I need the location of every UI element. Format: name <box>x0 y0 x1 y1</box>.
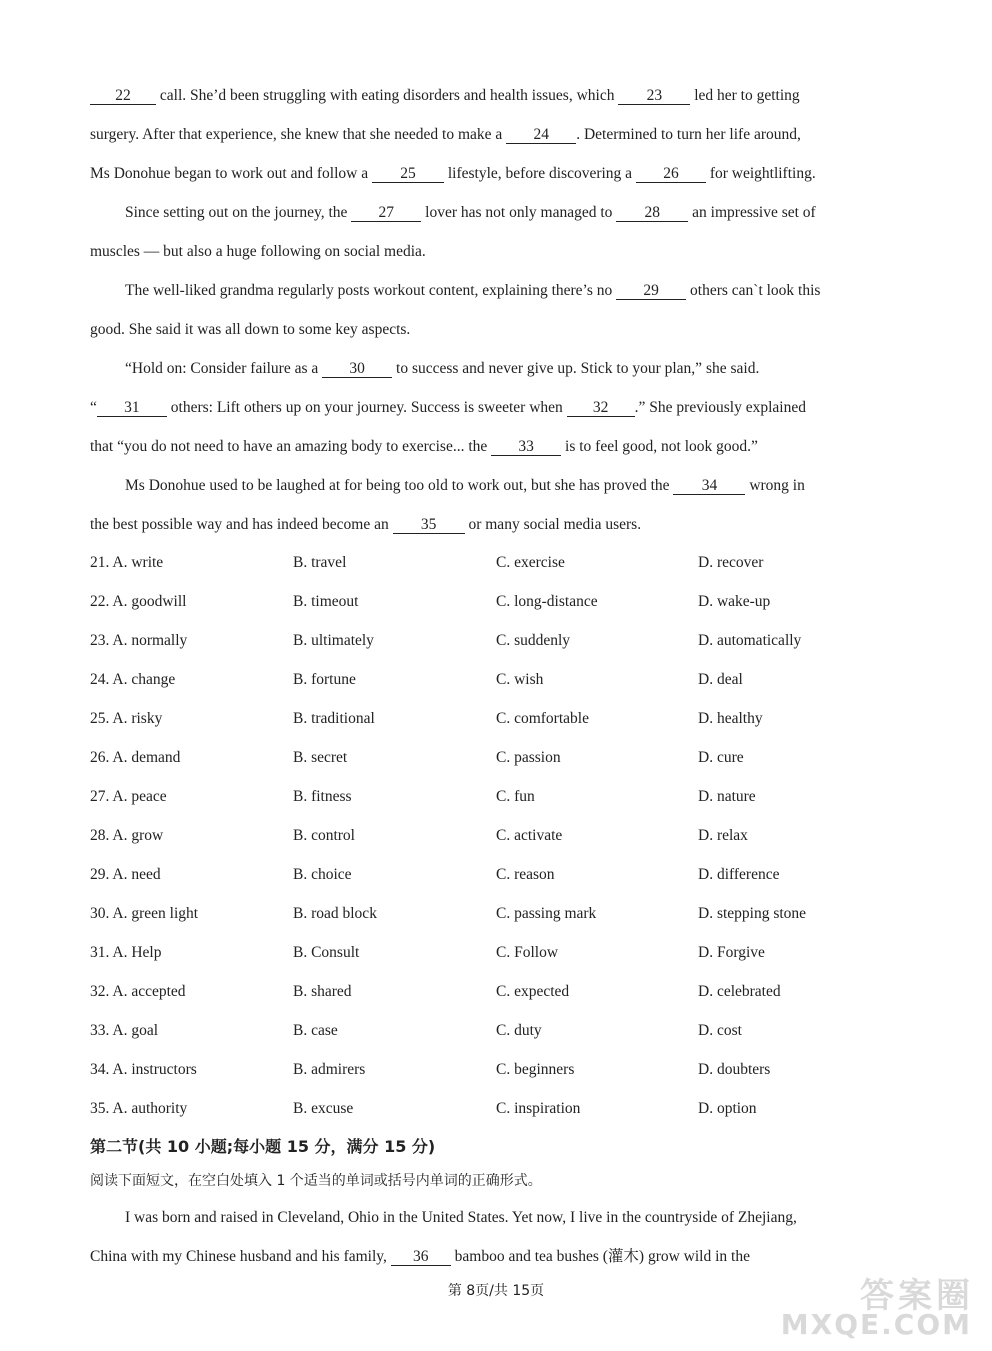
option-d: D. celebrated <box>698 983 781 1000</box>
text: others: Lift others up on your journey. Success is sweeter when <box>166 399 567 416</box>
option-d: D. Forgive <box>698 944 765 961</box>
text: “Hold on: Consider failure as a <box>125 360 323 377</box>
blank-25: 25 <box>372 165 444 183</box>
option-d: D. difference <box>698 866 780 883</box>
text: muscles — but also a huge following on social media. <box>90 243 426 260</box>
option-c: C. wish <box>496 671 544 688</box>
passage-line <box>90 86 800 106</box>
option-c: C. activate <box>496 827 563 844</box>
option-row <box>90 866 910 886</box>
option-b: B. fortune <box>293 671 356 688</box>
option-row <box>90 749 910 769</box>
option-a: 22. A. goodwill <box>90 593 187 610</box>
option-c: C. suddenly <box>496 632 571 649</box>
text: good. She said it was all down to some key aspects. <box>90 321 411 338</box>
text: lifestyle, before discovering a <box>443 165 636 182</box>
option-c: C. reason <box>496 866 555 883</box>
blank-30: 30 <box>322 360 392 378</box>
passage-line <box>90 125 801 145</box>
option-a: 24. A. change <box>90 671 176 688</box>
passage-line <box>90 320 410 340</box>
option-a: 23. A. normally <box>90 632 188 649</box>
option-d: D. relax <box>698 827 748 844</box>
option-d: D. cost <box>698 1022 742 1039</box>
option-a: 29. A. need <box>90 866 161 883</box>
option-c: C. expected <box>496 983 570 1000</box>
option-c: C. exercise <box>496 554 565 571</box>
option-c: C. passing mark <box>496 905 597 922</box>
passage-line <box>125 203 816 223</box>
option-a: 27. A. peace <box>90 788 167 805</box>
blank-26: 26 <box>636 165 706 183</box>
option-row <box>90 1061 910 1081</box>
text: . Determined to turn her life around, <box>576 126 801 143</box>
option-row <box>90 632 910 652</box>
text: others can`t look this <box>686 282 821 299</box>
passage-line <box>90 1247 750 1267</box>
blank-27: 27 <box>351 204 421 222</box>
text: the best possible way and has indeed become an <box>90 516 393 533</box>
option-c: C. long-distance <box>496 593 598 610</box>
option-c: C. Follow <box>496 944 559 961</box>
option-b: B. timeout <box>293 593 359 610</box>
option-row <box>90 983 910 1003</box>
option-d: D. doubters <box>698 1061 771 1078</box>
option-c: C. beginners <box>496 1061 575 1078</box>
option-d: D. wake-up <box>698 593 771 610</box>
page-footer: 第 8页/共 15页 <box>447 1283 545 1299</box>
option-a: 35. A. authority <box>90 1100 188 1117</box>
blank-24: 24 <box>506 126 576 144</box>
option-a: 32. A. accepted <box>90 983 186 1000</box>
option-a: 31. A. Help <box>90 944 162 961</box>
text: Since setting out on the journey, the <box>125 204 352 221</box>
passage-line <box>90 437 758 457</box>
option-b: B. secret <box>293 749 348 766</box>
option-d: D. automatically <box>698 632 802 649</box>
passage-line <box>125 476 805 496</box>
option-d: D. recover <box>698 554 764 571</box>
text: to success and never give up. Stick to your plan,” she said. <box>392 360 760 377</box>
option-b: B. case <box>293 1022 338 1039</box>
option-row <box>90 944 910 964</box>
option-d: D. deal <box>698 671 743 688</box>
blank-29: 29 <box>616 282 686 300</box>
blank-36: 36 <box>391 1248 451 1266</box>
text: Ms Donohue began to work out and follow a <box>90 165 372 182</box>
option-d: D. cure <box>698 749 744 766</box>
passage-line <box>125 281 820 301</box>
text: lover has not only managed to <box>421 204 617 221</box>
option-row <box>90 593 910 613</box>
option-b: B. ultimately <box>293 632 374 649</box>
option-b: B. fitness <box>293 788 352 805</box>
passage-line <box>125 359 759 379</box>
text: .” She previously explained <box>634 399 806 416</box>
text: an impressive set of <box>688 204 816 221</box>
option-b: B. road block <box>293 905 377 922</box>
text: led her to getting <box>690 87 800 104</box>
option-d: D. healthy <box>698 710 763 727</box>
option-b: B. Consult <box>293 944 360 961</box>
option-row <box>90 788 910 808</box>
option-a: 30. A. green light <box>90 905 199 922</box>
text: wrong in <box>745 477 805 494</box>
option-a: 25. A. risky <box>90 710 163 727</box>
blank-22: 22 <box>90 87 156 105</box>
passage-line <box>125 1208 797 1228</box>
option-c: C. fun <box>496 788 535 805</box>
option-a: 26. A. demand <box>90 749 181 766</box>
option-d: D. option <box>698 1100 757 1117</box>
text: or many social media users. <box>464 516 642 533</box>
option-row <box>90 554 910 574</box>
blank-35: 35 <box>393 516 465 534</box>
blank-32: 32 <box>567 399 635 417</box>
option-row <box>90 710 910 730</box>
option-d: D. nature <box>698 788 756 805</box>
option-row <box>90 1022 910 1042</box>
option-b: B. shared <box>293 983 352 1000</box>
option-row <box>90 1100 910 1120</box>
text: I was born and raised in Cleveland, Ohio in the United States. Yet now, I live in the countryside of Zhejiang, <box>125 1209 797 1226</box>
option-b: B. travel <box>293 554 347 571</box>
option-a: 21. A. write <box>90 554 164 571</box>
blank-33: 33 <box>491 438 561 456</box>
text: “ <box>90 399 97 416</box>
option-b: B. choice <box>293 866 352 883</box>
option-c: C. passion <box>496 749 561 766</box>
option-c: C. duty <box>496 1022 542 1039</box>
watermark-logo: 答案圈 <box>860 1276 974 1316</box>
section-instruction: 阅读下面短文，在空白处填入 1 个适当的单词或括号内单词的正确形式。 <box>90 1173 542 1189</box>
option-b: B. control <box>293 827 355 844</box>
option-row <box>90 827 910 847</box>
option-row <box>90 905 910 925</box>
passage-line <box>90 242 426 262</box>
option-a: 33. A. goal <box>90 1022 159 1039</box>
blank-34: 34 <box>673 477 745 495</box>
option-c: C. inspiration <box>496 1100 581 1117</box>
text: surgery. After that experience, she knew that she needed to make a <box>90 126 507 143</box>
blank-28: 28 <box>616 204 688 222</box>
passage-line <box>90 398 806 418</box>
watermark-url: MXQE.COM <box>780 1308 972 1341</box>
option-a: 34. A. instructors <box>90 1061 197 1078</box>
text: for weightlifting. <box>705 165 816 182</box>
text: Ms Donohue used to be laughed at for being too old to work out, but she has proved the <box>125 477 674 494</box>
option-c: C. comfortable <box>496 710 589 727</box>
option-row <box>90 671 910 691</box>
blank-31: 31 <box>97 399 167 417</box>
text: China with my Chinese husband and his family, <box>90 1248 391 1265</box>
blank-23: 23 <box>618 87 690 105</box>
text: that “you do not need to have an amazing body to exercise... the <box>90 438 492 455</box>
option-b: B. admirers <box>293 1061 366 1078</box>
text: The well-liked grandma regularly posts workout content, explaining there’s no <box>125 282 617 299</box>
option-b: B. traditional <box>293 710 375 727</box>
passage-line <box>90 515 641 535</box>
option-b: B. excuse <box>293 1100 354 1117</box>
section-heading: 第二节(共 10 小题;每小题 15 分，满分 15 分) <box>90 1137 436 1156</box>
passage-line <box>90 164 816 184</box>
option-a: 28. A. grow <box>90 827 164 844</box>
text: is to feel good, not look good.” <box>561 438 758 455</box>
text: call. She’d been struggling with eating disorders and health issues, which <box>156 87 619 104</box>
text: bamboo and tea bushes (灌木) grow wild in the <box>450 1248 750 1265</box>
option-d: D. stepping stone <box>698 905 807 922</box>
